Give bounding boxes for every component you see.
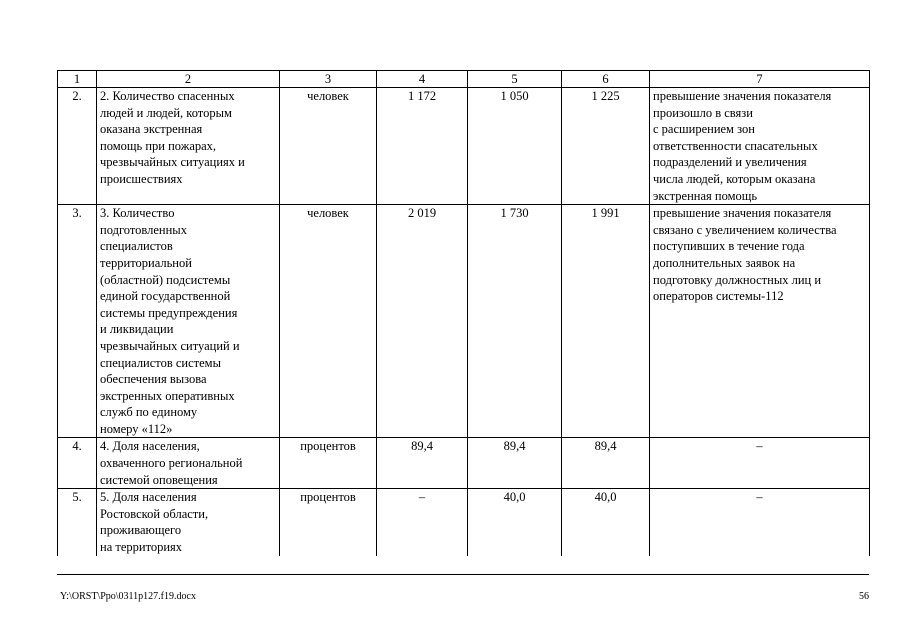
row-number: 4. xyxy=(58,438,97,489)
row-number: 2. xyxy=(58,88,97,205)
unit-of-measure: процентов xyxy=(280,438,377,489)
value-column-5: 89,4 xyxy=(468,438,562,489)
value-column-4: 2 019 xyxy=(377,205,468,438)
value-column-6: 40,0 xyxy=(562,489,650,556)
value-column-4: 1 172 xyxy=(377,88,468,205)
value-column-6: 89,4 xyxy=(562,438,650,489)
deviation-explanation: – xyxy=(650,489,870,556)
indicator-name: 5. Доля населения Ростовской области, проживающего на территориях xyxy=(97,489,280,556)
deviation-explanation: превышение значения показателя связано с увеличением количества поступивших в течение года дополнительных заявок на подготовку должностных лиц и операторов системы-112 xyxy=(650,205,870,438)
column-number: 6 xyxy=(562,71,650,88)
value-column-5: 1 730 xyxy=(468,205,562,438)
value-column-5: 40,0 xyxy=(468,489,562,556)
deviation-explanation: превышение значения показателя произошло в связи с расширением зон ответственности спасательных подразделений и увеличения числа людей, которым оказана экстренная помощь xyxy=(650,88,870,205)
table-row xyxy=(58,489,870,556)
value-column-4: 89,4 xyxy=(377,438,468,489)
page-bottom-rule xyxy=(57,574,869,575)
column-number: 7 xyxy=(650,71,870,88)
unit-of-measure: человек xyxy=(280,88,377,205)
value-column-6: 1 225 xyxy=(562,88,650,205)
column-number: 5 xyxy=(468,71,562,88)
row-number: 3. xyxy=(58,205,97,438)
column-number: 4 xyxy=(377,71,468,88)
column-number: 2 xyxy=(97,71,280,88)
table-row xyxy=(58,88,870,205)
column-number: 3 xyxy=(280,71,377,88)
column-number-row xyxy=(58,71,870,88)
footer-page-number: 56 xyxy=(859,591,869,602)
indicator-name: 3. Количество подготовленных специалистов территориальной (областной) подсистемы единой государственной системы предупреждения и ликвидации чрезвычайных ситуаций и специалистов системы обеспечения вызова экстренных оперативных служб по единому номеру «112» xyxy=(97,205,280,438)
table-row xyxy=(58,438,870,489)
indicators-table xyxy=(57,70,870,556)
value-column-4: – xyxy=(377,489,468,556)
indicator-name: 2. Количество спасенных людей и людей, которым оказана экстренная помощь при пожарах, чрезвычайных ситуациях и происшествиях xyxy=(97,88,280,205)
row-number: 5. xyxy=(58,489,97,556)
unit-of-measure: процентов xyxy=(280,489,377,556)
value-column-5: 1 050 xyxy=(468,88,562,205)
value-column-6: 1 991 xyxy=(562,205,650,438)
indicator-name: 4. Доля населения, охваченного региональной системой оповещения xyxy=(97,438,280,489)
unit-of-measure: человек xyxy=(280,205,377,438)
table-row xyxy=(58,205,870,438)
footer-file-path: Y:\ORST\Ppo\0311p127.f19.docx xyxy=(60,591,196,602)
deviation-explanation: – xyxy=(650,438,870,489)
column-number: 1 xyxy=(58,71,97,88)
